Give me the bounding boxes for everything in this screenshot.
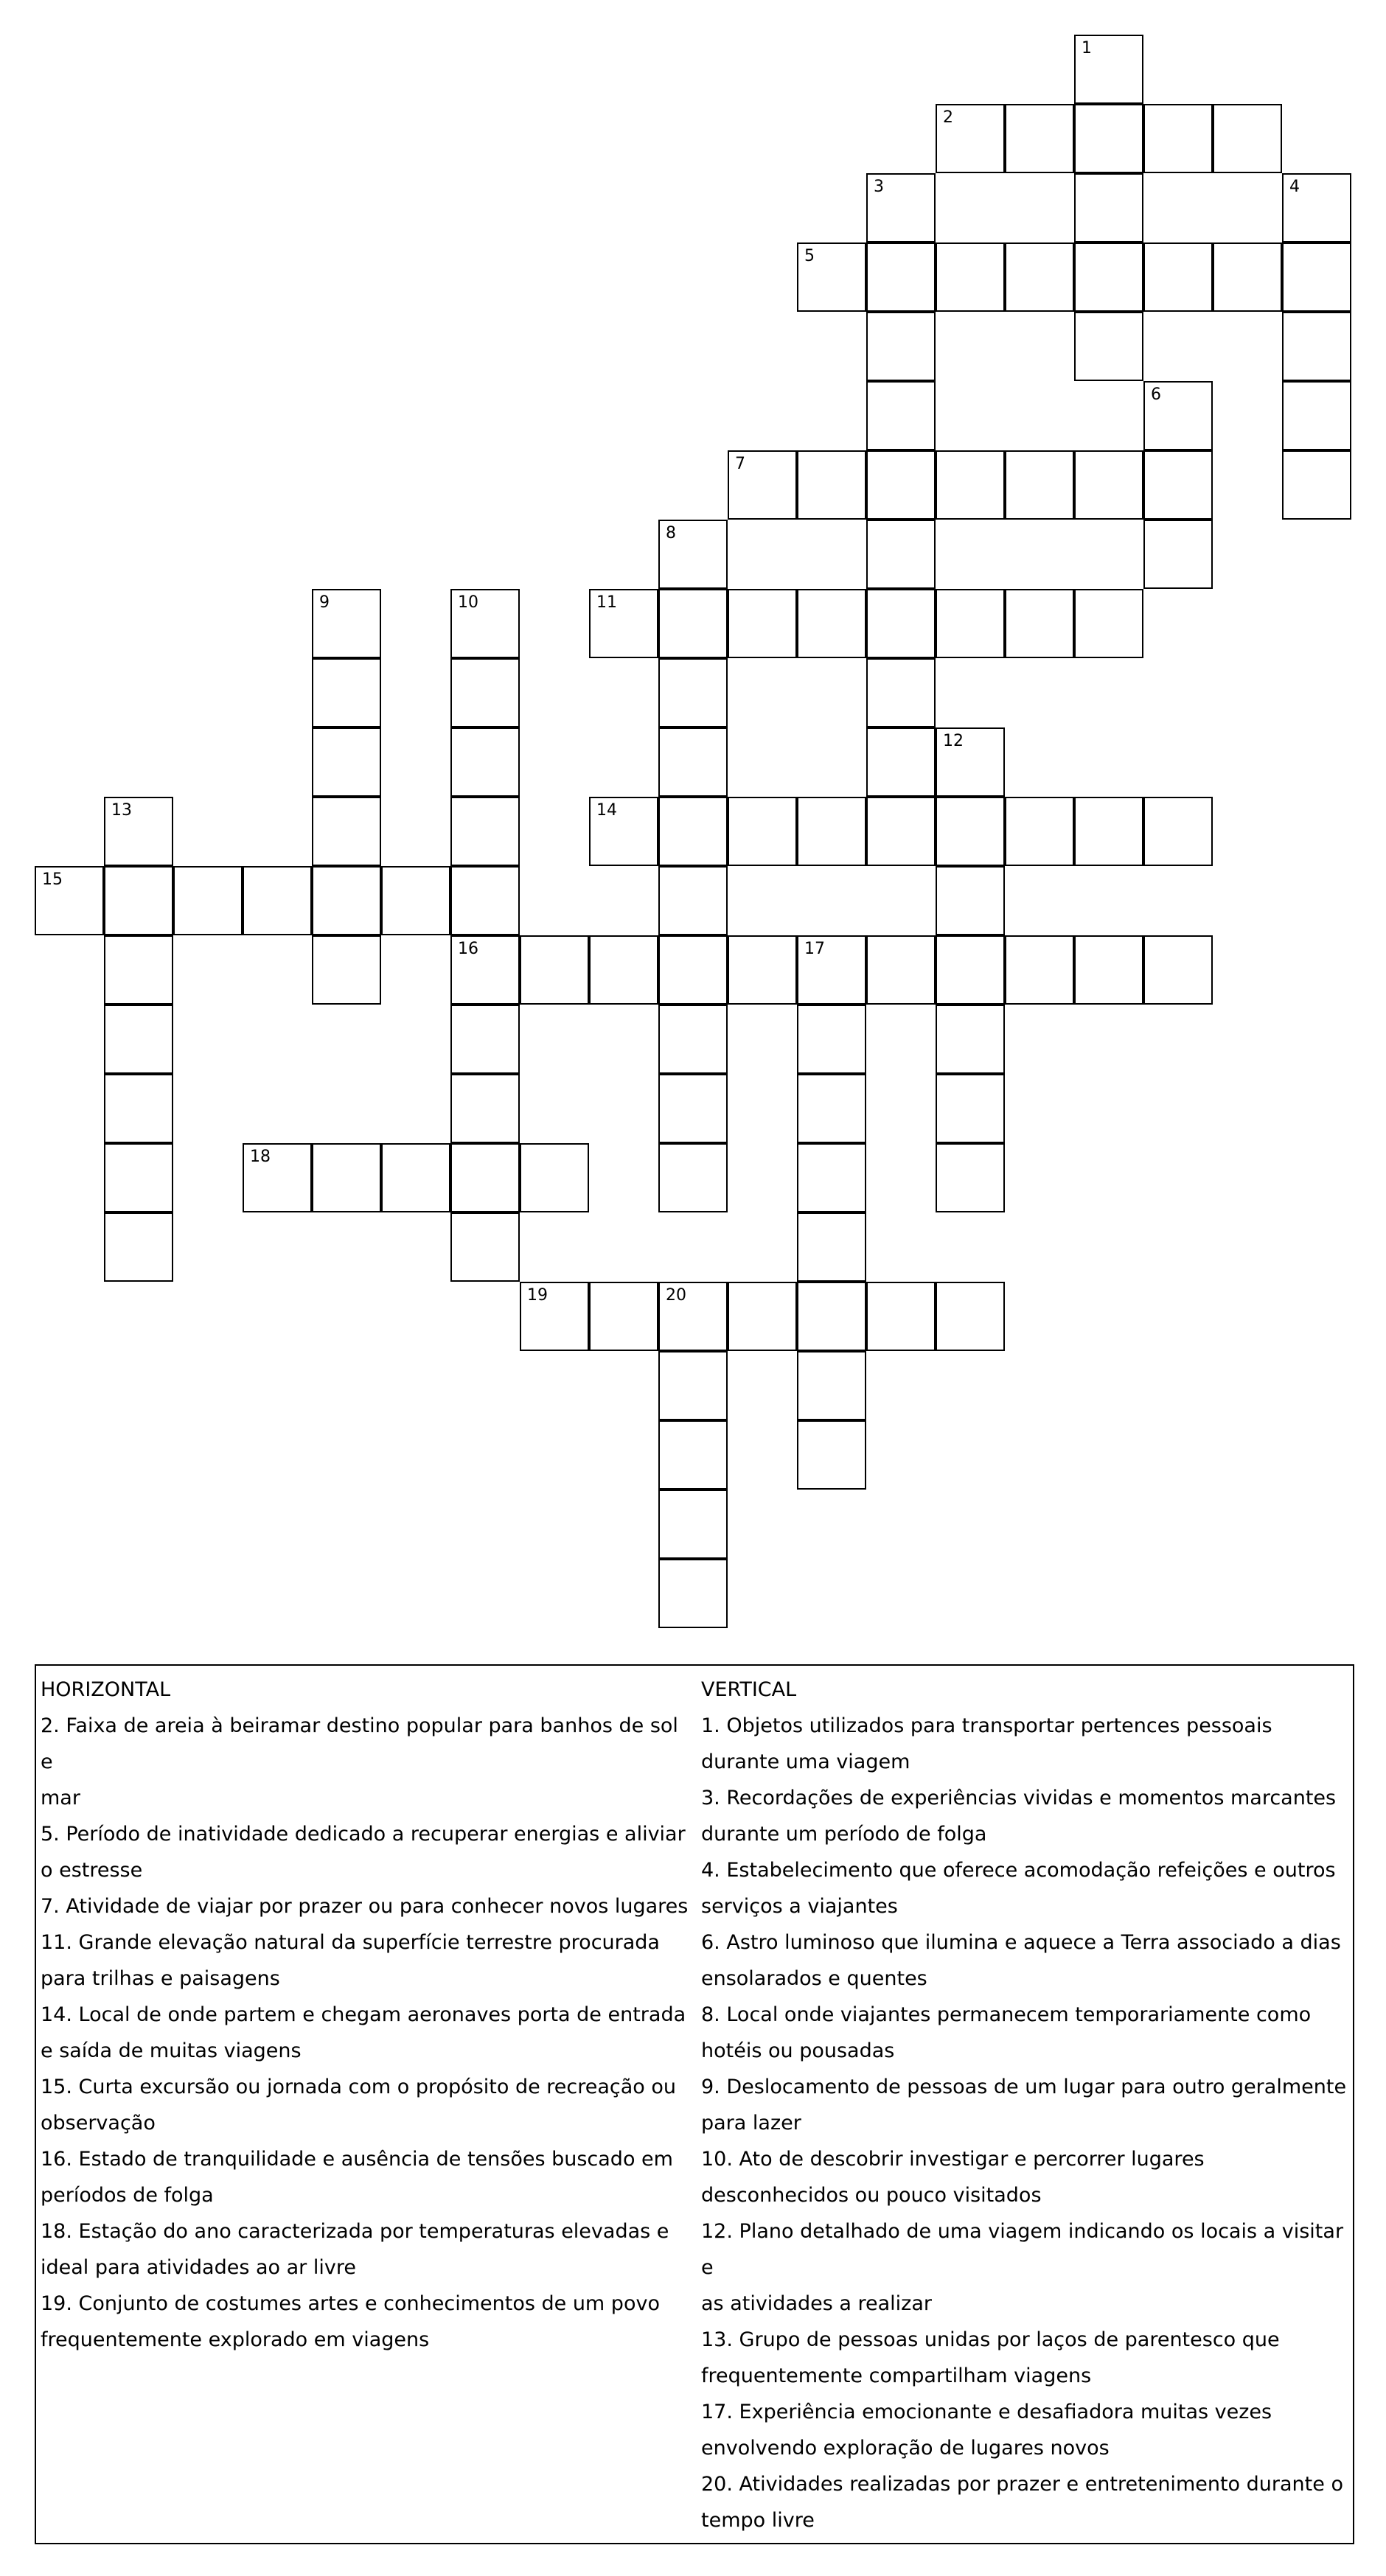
grid-cell[interactable] [450,866,520,935]
grid-cell[interactable] [104,1005,173,1074]
grid-cell[interactable] [450,1005,520,1074]
clue-continuation: serviços a viajantes [701,1895,898,1918]
clue-text: Astro luminoso que ilumina e aquece a Terra associado a dias [726,1931,1341,1954]
clue-line [701,2213,1351,2286]
grid-cell[interactable] [866,935,936,1005]
vertical-clue-list [701,1708,1351,2538]
grid-cell[interactable] [658,1074,728,1143]
clue-number-label: 1. [701,1714,720,1737]
grid-cell[interactable] [866,242,936,312]
clue-number-label: 3. [701,1787,720,1809]
grid-cell[interactable] [797,1005,866,1074]
grid-cell[interactable] [797,797,866,866]
grid-cell[interactable] [797,589,866,658]
clue-continuation: as atividades a realizar [701,2292,933,2315]
grid-cell[interactable] [450,658,520,727]
grid-cell[interactable] [797,242,866,312]
grid-cell[interactable] [1074,104,1143,173]
clue-line [701,1708,1351,1744]
clue-text: Recordações de experiências vividas e momentos marcantes [726,1787,1337,1809]
clue-number-label: 14. [41,2003,72,2026]
clue-continuation: ensolarados e quentes [701,1967,927,1990]
clue-continuation: frequentemente compartilham viagens [701,2364,1092,2387]
grid-cell[interactable] [450,727,520,797]
clue-text: Estado de tranquilidade e ausência de tensões buscado em [78,2148,673,2171]
clue-line [701,2141,1351,2177]
vertical-heading: VERTICAL [701,1678,797,1701]
clue-text: Estação do ano caracterizada por temperaturas elevadas e [78,2220,669,2243]
grid-cell[interactable] [1143,520,1213,589]
grid-cell[interactable] [658,589,728,658]
grid-cell[interactable] [104,1212,173,1282]
vertical-clues [701,1672,1351,2538]
grid-cell[interactable] [658,866,728,935]
grid-cell[interactable] [797,1143,866,1212]
clue-line [701,1924,1351,1961]
grid-cell[interactable] [658,1559,728,1628]
grid-cell[interactable] [936,450,1005,520]
grid-cell[interactable] [658,1351,728,1420]
grid-cell[interactable] [243,1143,312,1212]
clue-continuation: desconhecidos ou pouco visitados [701,2184,1042,2207]
clue-number: 8 [666,524,676,542]
grid-cell[interactable] [1282,312,1351,381]
clue-line [701,2394,1351,2430]
grid-cell[interactable] [658,1490,728,1559]
grid-cell[interactable] [728,589,797,658]
grid-cell[interactable] [936,1282,1005,1351]
grid-cell[interactable] [866,450,936,520]
clue-number: 20 [666,1286,686,1305]
grid-cell[interactable] [936,1005,1005,1074]
clue-number: 1 [1082,39,1092,57]
clue-number: 4 [1289,178,1300,196]
grid-cell[interactable] [520,1282,589,1351]
grid-cell[interactable] [658,658,728,727]
clue-text: Período de inatividade dedicado a recuperar energias e aliviar [66,1823,686,1846]
grid-cell[interactable] [243,866,312,935]
grid-cell[interactable] [658,1143,728,1212]
grid-cell[interactable] [1074,589,1143,658]
grid-cell[interactable] [104,1143,173,1212]
clue-number: 17 [804,940,825,958]
grid-cell[interactable] [866,520,936,589]
clue-number-label: 15. [41,2076,72,2098]
grid-cell[interactable] [104,866,173,935]
clue-number-label: 18. [41,2220,72,2243]
grid-cell[interactable] [1143,242,1213,312]
grid-cell[interactable] [728,935,797,1005]
clue-number-label: 7. [41,1895,60,1918]
clue-continuation: o estresse [41,1859,143,1882]
clue-number-label: 4. [701,1859,720,1882]
clue-number-label: 10. [701,2148,733,2171]
grid-cell[interactable] [797,1351,866,1420]
grid-cell[interactable] [104,935,173,1005]
clue-continuation: tempo livre [701,2509,815,2532]
grid-cell[interactable] [936,104,1005,173]
grid-cell[interactable] [1074,450,1143,520]
grid-cell[interactable] [936,589,1005,658]
clue-number-label: 6. [701,1931,720,1954]
grid-cell[interactable] [1074,173,1143,242]
clue-text: Conjunto de costumes artes e conhecimentos de um povo [78,2292,660,2315]
clue-text: Local onde viajantes permanecem temporariamente como [726,2003,1312,2026]
grid-cell[interactable] [1005,450,1074,520]
grid-cell[interactable] [797,1212,866,1282]
grid-cell[interactable] [658,1005,728,1074]
grid-cell[interactable] [866,381,936,450]
grid-cell[interactable] [728,1282,797,1351]
clue-number: 19 [527,1286,548,1305]
grid-cell[interactable] [1282,242,1351,312]
grid-cell[interactable] [381,1143,450,1212]
grid-cell[interactable] [589,797,658,866]
clue-number-label: 13. [701,2328,733,2351]
grid-cell[interactable] [35,866,104,935]
clue-number: 9 [319,593,330,612]
clue-number: 14 [596,801,617,820]
clue-continuation: durante uma viagem [701,1751,910,1773]
grid-cell[interactable] [104,1074,173,1143]
grid-cell[interactable] [450,797,520,866]
grid-cell[interactable] [312,658,381,727]
clue-text: Estabelecimento que oferece acomodação refeições e outros [726,1859,1336,1882]
clue-text: Deslocamento de pessoas de um lugar para outro geralmente [726,2076,1347,2098]
grid-cell[interactable] [797,450,866,520]
grid-cell[interactable] [450,1212,520,1282]
grid-cell[interactable] [658,1420,728,1490]
grid-cell[interactable] [312,866,381,935]
clue-number: 6 [1151,385,1161,404]
grid-cell[interactable] [866,658,936,727]
clue-text: Curta excursão ou jornada com o propósito de recreação ou [78,2076,677,2098]
clue-line [701,2322,1351,2358]
grid-cell[interactable] [1005,935,1074,1005]
clue-text: Experiência emocionante e desafiadora muitas vezes [739,2401,1272,2423]
grid-cell[interactable] [381,866,450,935]
grid-cell[interactable] [797,1420,866,1490]
clue-continuation: para lazer [701,2112,801,2135]
grid-cell[interactable] [658,1282,728,1351]
grid-cell[interactable] [1282,450,1351,520]
clue-number-label: 12. [701,2220,733,2243]
grid-cell[interactable] [728,797,797,866]
clue-continuation: para trilhas e paisagens [41,1967,280,1990]
grid-cell[interactable] [1074,312,1143,381]
grid-cell[interactable] [589,589,658,658]
clue-continuation: frequentemente explorado em viagens [41,2328,430,2351]
clue-number: 3 [874,178,884,196]
clue-text: Plano detalhado de uma viagem indicando os locais a visitar e [701,2220,1344,2279]
clue-line [701,1852,1351,1888]
horizontal-clues [41,1672,694,2358]
clue-number-label: 9. [701,2076,720,2098]
clue-line [41,2286,694,2322]
clue-number-label: 5. [41,1823,60,1846]
clue-continuation: mar [41,1787,80,1809]
grid-cell[interactable] [936,242,1005,312]
grid-cell[interactable] [312,1143,381,1212]
grid-cell[interactable] [1074,797,1143,866]
grid-cell[interactable] [797,1074,866,1143]
clue-continuation: ideal para atividades ao ar livre [41,2256,356,2279]
clue-number: 11 [596,593,617,612]
grid-cell[interactable] [312,727,381,797]
grid-cell[interactable] [866,1282,936,1351]
grid-cell[interactable] [936,1143,1005,1212]
clue-number: 12 [943,732,964,750]
clue-number-label: 17. [701,2401,733,2423]
grid-cell[interactable] [312,935,381,1005]
grid-cell[interactable] [1143,935,1213,1005]
grid-cell[interactable] [1005,589,1074,658]
grid-cell[interactable] [1074,35,1143,104]
clue-text: Local de onde partem e chegam aeronaves porta de entrada [78,2003,686,2026]
clue-continuation: períodos de folga [41,2184,214,2207]
grid-cell[interactable] [450,935,520,1005]
clue-line [41,2141,694,2177]
grid-cell[interactable] [866,312,936,381]
horizontal-clue-list [41,1708,694,2358]
clue-continuation: observação [41,2112,156,2135]
clue-number: 13 [111,801,132,820]
grid-cell[interactable] [450,1143,520,1212]
grid-cell[interactable] [936,1074,1005,1143]
grid-cell[interactable] [936,797,1005,866]
grid-cell[interactable] [1074,242,1143,312]
grid-cell[interactable] [1005,797,1074,866]
clue-number-label: 19. [41,2292,72,2315]
clue-number: 18 [250,1148,271,1166]
clue-continuation: durante um período de folga [701,1823,987,1846]
grid-cell[interactable] [866,797,936,866]
grid-cell[interactable] [1005,242,1074,312]
clue-number-label: 16. [41,2148,72,2171]
clue-number: 10 [458,593,478,612]
clue-line [41,1888,694,1924]
clue-text: Faixa de areia à beiramar destino popular para banhos de sol e [41,1714,678,1773]
grid-cell[interactable] [1143,104,1213,173]
clue-number: 7 [735,455,745,473]
grid-cell[interactable] [866,173,936,242]
grid-cell[interactable] [1005,104,1074,173]
horizontal-heading: HORIZONTAL [41,1678,171,1701]
clue-line [701,2466,1351,2502]
clue-number-label: 11. [41,1931,72,1954]
grid-cell[interactable] [312,797,381,866]
clue-line [41,1816,694,1852]
clue-line [41,1708,694,1780]
grid-cell[interactable] [1143,797,1213,866]
grid-cell[interactable] [520,1143,589,1212]
grid-cell[interactable] [797,935,866,1005]
clue-text: Objetos utilizados para transportar pertences pessoais [726,1714,1272,1737]
clue-text: Grande elevação natural da superfície terrestre procurada [78,1931,660,1954]
grid-cell[interactable] [589,935,658,1005]
grid-cell[interactable] [450,589,520,658]
grid-cell[interactable] [173,866,243,935]
clue-number: 16 [458,940,478,958]
grid-cell[interactable] [658,797,728,866]
clue-continuation: envolvendo exploração de lugares novos [701,2437,1110,2460]
clue-line [701,2069,1351,2105]
grid-cell[interactable] [936,727,1005,797]
clue-number-label: 20. [701,2473,733,2496]
grid-cell[interactable] [866,589,936,658]
clues-box [35,1664,1354,2544]
clue-continuation: e saída de muitas viagens [41,2039,302,2062]
clue-line [41,2069,694,2105]
clue-number: 2 [943,108,953,127]
grid-cell[interactable] [728,450,797,520]
grid-cell[interactable] [936,866,1005,935]
grid-cell[interactable] [658,520,728,589]
grid-cell[interactable] [797,1282,866,1351]
grid-cell[interactable] [104,797,173,866]
grid-cell[interactable] [1282,173,1351,242]
grid-cell[interactable] [936,935,1005,1005]
grid-cell[interactable] [450,1074,520,1143]
grid-cell[interactable] [1143,381,1213,450]
grid-cell[interactable] [658,935,728,1005]
clue-line [701,1780,1351,1816]
grid-cell[interactable] [589,1282,658,1351]
clue-number: 15 [42,870,63,889]
clue-number-label: 8. [701,2003,720,2026]
clue-line [701,1997,1351,2033]
grid-cell[interactable] [1074,935,1143,1005]
grid-cell[interactable] [312,589,381,658]
grid-cell[interactable] [1143,450,1213,520]
grid-cell[interactable] [1213,104,1282,173]
clue-line [41,2213,694,2249]
clue-line [41,1924,694,1961]
clue-continuation: hotéis ou pousadas [701,2039,895,2062]
grid-cell[interactable] [1213,242,1282,312]
grid-cell[interactable] [658,727,728,797]
grid-cell[interactable] [520,935,589,1005]
clue-number: 5 [804,247,815,265]
grid-cell[interactable] [866,727,936,797]
clue-line [41,1997,694,2033]
grid-cell[interactable] [1282,381,1351,450]
clue-number-label: 2. [41,1714,60,1737]
clue-text: Ato de descobrir investigar e percorrer lugares [739,2148,1205,2171]
clue-text: Grupo de pessoas unidas por laços de parentesco que [739,2328,1280,2351]
clue-text: Atividades realizadas por prazer e entretenimento durante o [739,2473,1343,2496]
clue-text: Atividade de viajar por prazer ou para conhecer novos lugares [66,1895,689,1918]
